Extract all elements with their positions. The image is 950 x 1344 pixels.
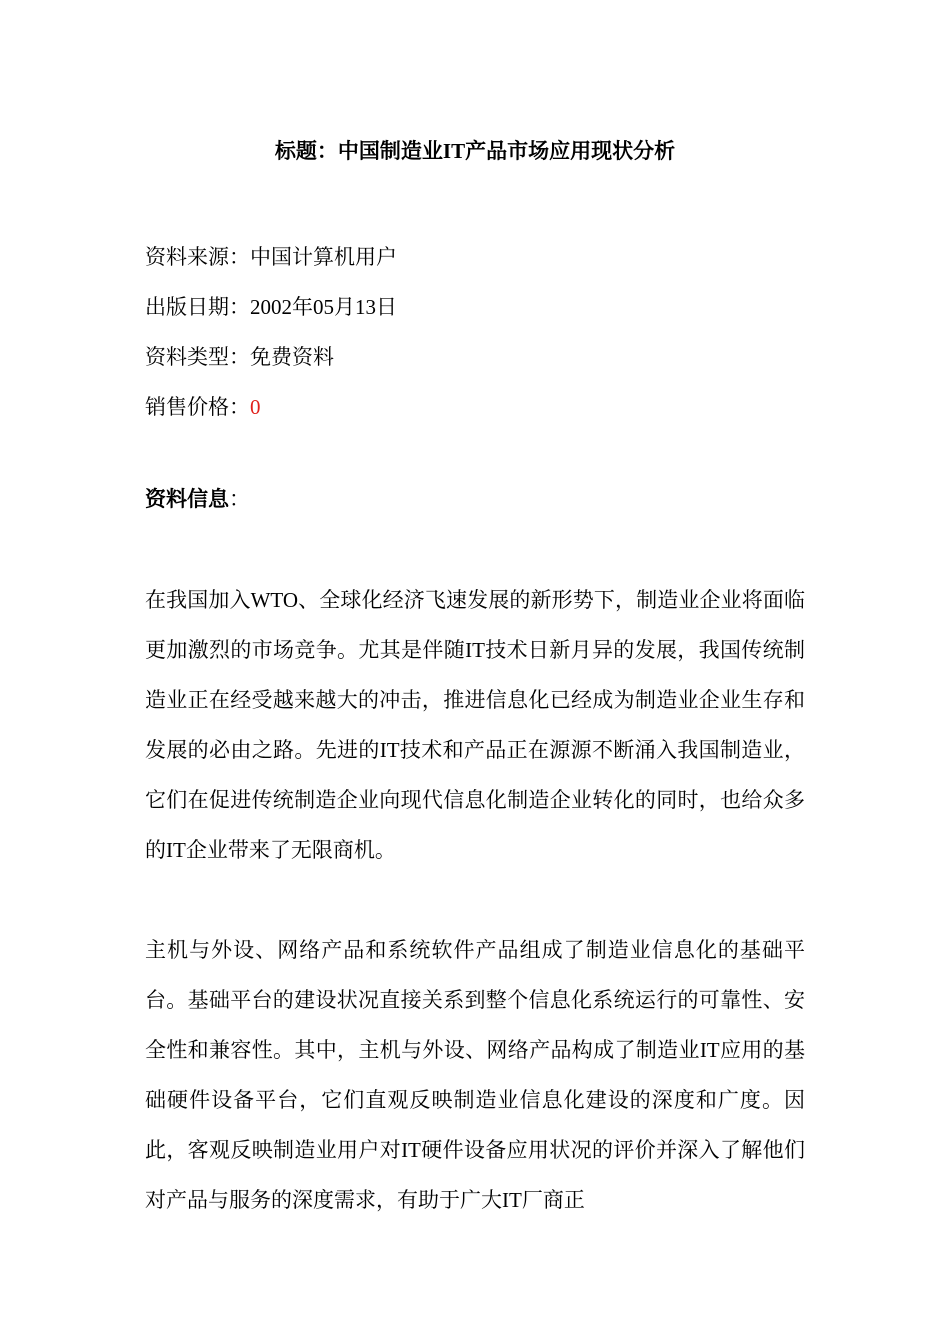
meta-source-value: 中国计算机用户 xyxy=(250,245,397,269)
section-heading-text: 资料信息 xyxy=(145,487,229,511)
meta-date-label: 出版日期： xyxy=(145,295,250,319)
document-title: 标题：中国制造业IT产品市场应用现状分析 xyxy=(274,139,676,163)
meta-source xyxy=(145,232,815,282)
meta-type-value: 免费资料 xyxy=(250,345,334,369)
meta-price-label: 销售价格： xyxy=(145,395,250,419)
meta-date-value: 2002年05月13日 xyxy=(250,295,397,319)
body-paragraph-1: 在我国加入WTO、全球化经济飞速发展的新形势下，制造业企业将面临更加激烈的市场竞争。尤其是伴随IT技术日新月异的发展，我国传统制造业正在经受越来越大的冲击，推进信息化已经成为制造业企业生存和发展的必由之路。先进的IT技术和产品正在源源不断涌入我国制造业，它们在促进传统制造企业向现代信息化制造企业转化的同时，也给众多的IT企业带来了无限商机。 xyxy=(145,588,805,862)
meta-price-value: 0 xyxy=(250,395,261,419)
meta-price xyxy=(145,382,815,432)
section-heading-colon: ： xyxy=(229,487,250,511)
meta-source-label: 资料来源： xyxy=(145,245,250,269)
meta-type xyxy=(145,332,815,382)
document-meta xyxy=(145,232,815,432)
section-heading xyxy=(145,482,250,516)
body-paragraph-2: 主机与外设、网络产品和系统软件产品组成了制造业信息化的基础平台。基础平台的建设状况直接关系到整个信息化系统运行的可靠性、安全性和兼容性。其中，主机与外设、网络产品构成了制造业IT应用的基础硬件设备平台，它们直观反映制造业信息化建设的深度和广度。因此，客观反映制造业用户对IT硬件设备应用状况的评价并深入了解他们对产品与服务的深度需求，有助于广大IT厂商正 xyxy=(145,938,805,1212)
meta-date xyxy=(145,282,815,332)
meta-type-label: 资料类型： xyxy=(145,345,250,369)
